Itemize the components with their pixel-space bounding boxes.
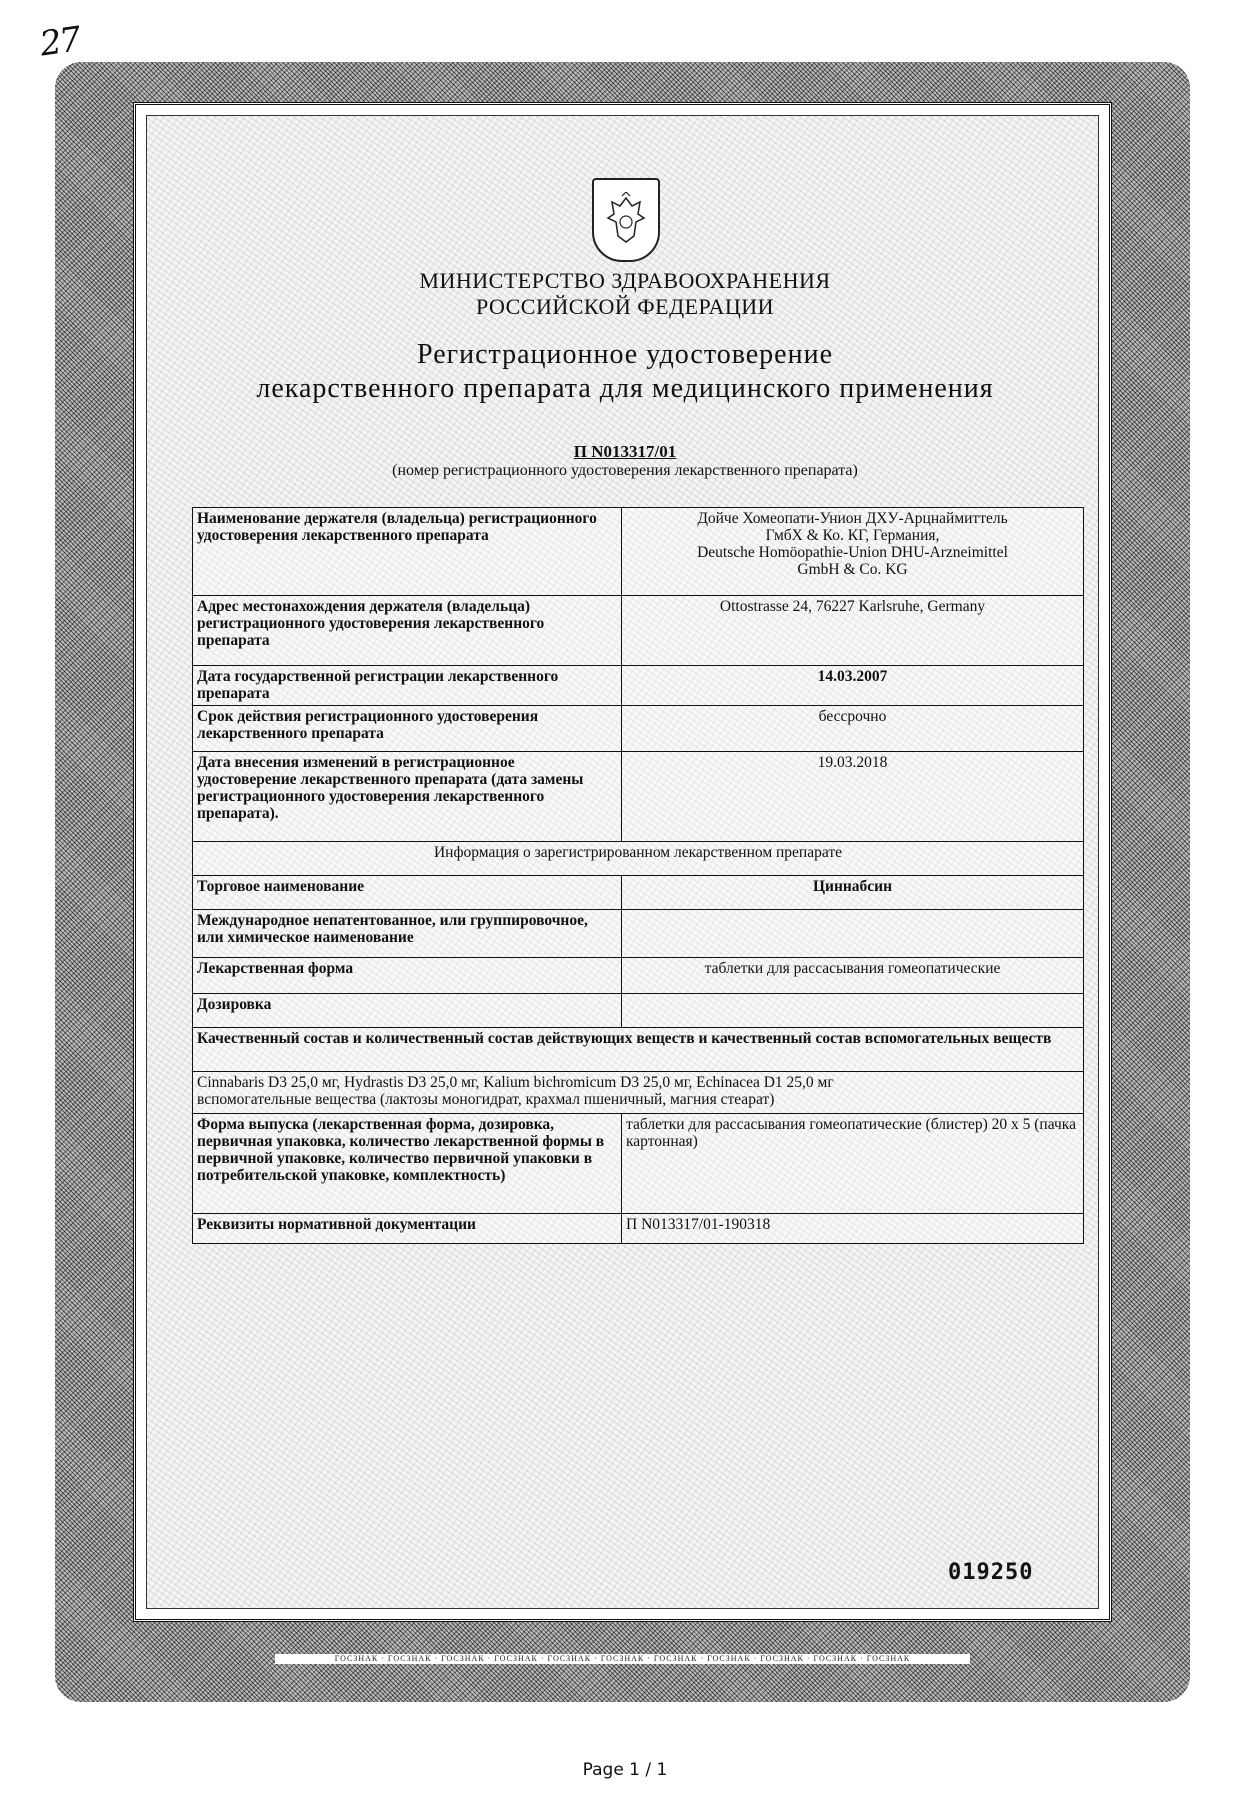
document-title: [160, 338, 1090, 406]
table-row-change-date: [193, 752, 1084, 842]
row-value: 14.03.2007: [622, 666, 1084, 706]
table-row-inn: [193, 910, 1084, 958]
table-row-validity: [193, 706, 1084, 752]
row-label: Форма выпуска (лекарственная форма, дозировка, первичная упаковка, количество лекарственной формы в первичной упаковке, количество первичной упаковки в потребительской упаковке, комплектность): [193, 1114, 622, 1214]
row-label: Адрес местонахождения держателя (владельца) регистрационного удостоверения лекарственного препарата: [193, 596, 622, 666]
holder-line-2: ГмбХ & Ко. КГ, Германия,: [765, 527, 940, 544]
table-row-dosage-form: [193, 958, 1084, 994]
table-row-holder-address: [193, 596, 1084, 666]
row-label: Дата внесения изменений в регистрационное удостоверение лекарственного препарата (дата замены регистрационного удостоверения лекарственного препарата).: [193, 752, 622, 842]
row-label: Реквизиты нормативной документации: [193, 1214, 622, 1244]
holder-line-3: Deutsche Homöopathie-Union DHU-Arzneimittel: [697, 544, 1008, 561]
row-value: [622, 994, 1084, 1028]
row-label: Дозировка: [193, 994, 622, 1028]
row-value: [622, 910, 1084, 958]
table-row-composition-header: [193, 1028, 1084, 1072]
table-row-dosage: [193, 994, 1084, 1028]
ministry-line-1: МИНИСТЕРСТВО ЗДРАВООХРАНЕНИЯ: [419, 268, 831, 293]
section-header: Информация о зарегистрированном лекарственном препарате: [193, 842, 1084, 876]
table-row-composition: [193, 1072, 1084, 1114]
table-row-trade-name: [193, 876, 1084, 910]
handwritten-page-number: 27: [37, 19, 82, 65]
composition-line-2: вспомогательные вещества (лактозы моногидрат, крахмал пшеничный, магния стеарат): [197, 1091, 775, 1108]
title-line-2: лекарственного препарата для медицинского применения: [256, 373, 994, 404]
ministry-line-2: РОССИЙСКОЙ ФЕДЕРАЦИИ: [475, 294, 775, 319]
table-row-normative-docs: [193, 1214, 1084, 1244]
holder-line-4: GmbH & Co. KG: [797, 561, 908, 578]
registration-number-caption: (номер регистрационного удостоверения лекарственного препарата): [392, 462, 858, 479]
certificate-table: [192, 507, 1084, 1244]
composition-line-1: Cinnabaris D3 25,0 мг, Hydrastis D3 25,0 мг, Kalium bichromicum D3 25,0 мг, Echinacea D1 25,0 мг: [197, 1074, 834, 1091]
row-value: таблетки для рассасывания гомеопатические: [622, 958, 1084, 994]
row-label: Лекарственная форма: [193, 958, 622, 994]
form-serial-number: 019250: [948, 1560, 1034, 1585]
row-label: Срок действия регистрационного удостоверения лекарственного препарата: [193, 706, 622, 752]
row-value-holder: [622, 508, 1084, 596]
ministry-name: [160, 268, 1090, 320]
registration-number: П N013317/01: [573, 442, 677, 461]
table-section-header: [193, 842, 1084, 876]
row-label: Дата государственной регистрации лекарственного препарата: [193, 666, 622, 706]
title-line-1: Регистрационное удостоверение: [416, 339, 834, 370]
row-value: П N013317/01-190318: [622, 1214, 1084, 1244]
double-headed-eagle-icon: [604, 192, 648, 248]
table-row-release-form: [193, 1114, 1084, 1214]
row-value: бессрочно: [622, 706, 1084, 752]
row-label: Торговое наименование: [193, 876, 622, 910]
composition-header: Качественный состав и количественный состав действующих веществ и качественный состав вспомогательных веществ: [193, 1028, 1084, 1072]
coat-of-arms-icon: [592, 178, 660, 262]
row-label: Наименование держателя (владельца) регистрационного удостоверения лекарственного препарата: [193, 508, 622, 596]
page-indicator: Page 1 / 1: [582, 1760, 668, 1780]
table-row-holder-name: [193, 508, 1084, 596]
row-value: 19.03.2018: [622, 752, 1084, 842]
composition-value: [193, 1072, 1084, 1114]
row-value: Циннабсин: [622, 876, 1084, 910]
row-label: Международное непатентованное, или группировочное, или химическое наименование: [193, 910, 622, 958]
microtext-band-bottom: ГОСЗНАК · ГОСЗНАК · ГОСЗНАК · ГОСЗНАК · ГОСЗНАК · ГОСЗНАК · ГОСЗНАК · ГОСЗНАК · ГОСЗНАК · ГОСЗНАК · ГОСЗНАК: [275, 1654, 970, 1664]
row-value: таблетки для рассасывания гомеопатические (блистер) 20 х 5 (пачка картонная): [622, 1114, 1084, 1214]
table-row-registration-date: [193, 666, 1084, 706]
holder-line-1: Дойче Хомеопати-Унион ДХУ-Арцнаймиттель: [697, 510, 1008, 527]
row-value: Ottostrasse 24, 76227 Karlsruhe, Germany: [622, 596, 1084, 666]
